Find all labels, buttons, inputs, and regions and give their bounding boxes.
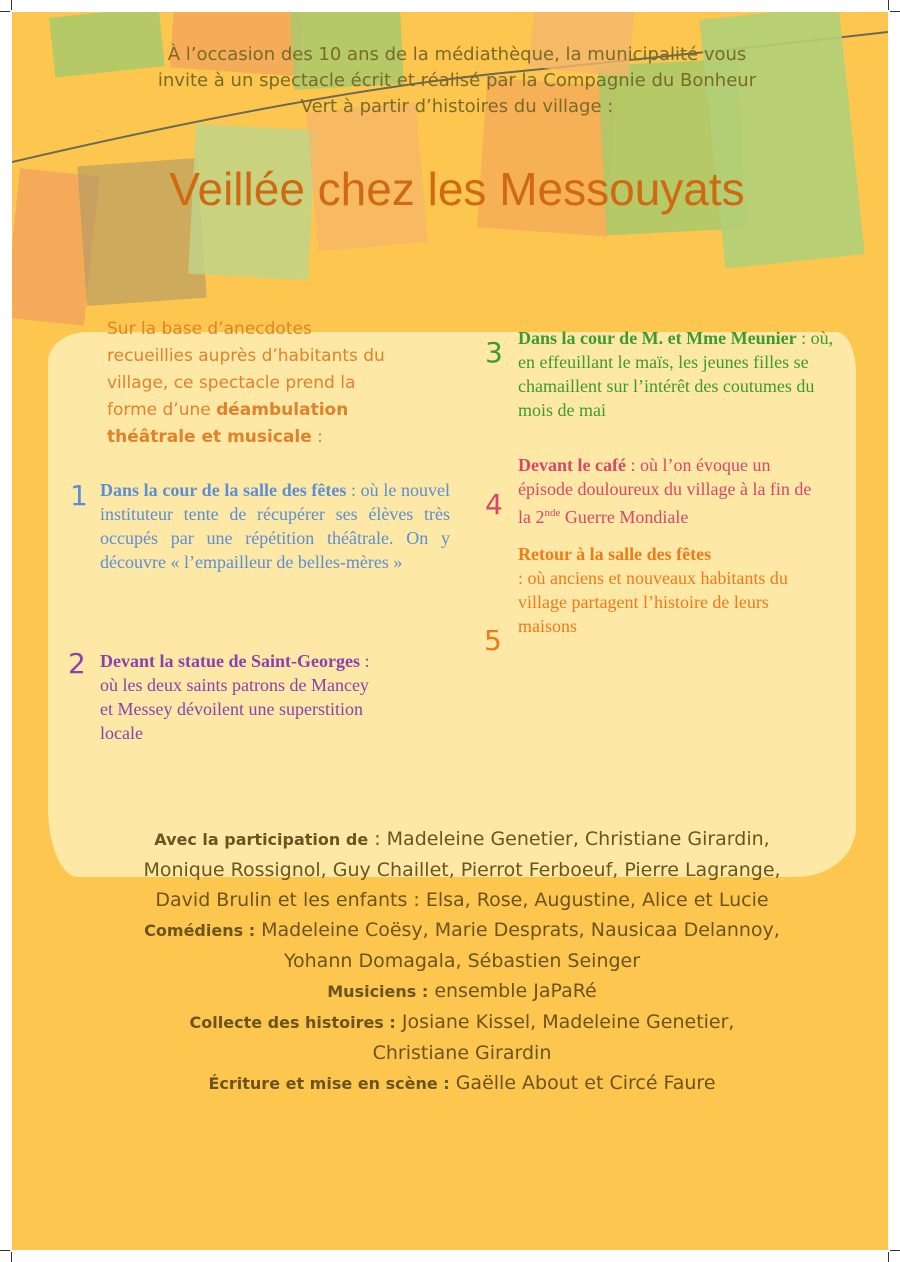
poster [12,12,888,1250]
lead-paragraph [107,316,447,451]
credit-value: Monique Rossignol, Guy Chaillet, Pierrot Ferboeuf, Pierre Lagrange, [143,859,781,881]
stop-1 [100,478,450,574]
intro-line: invite à un spectacle écrit et réalisé par la Compagnie du Bonheur [157,70,757,91]
credit-value: Christiane Girardin [372,1042,552,1064]
intro-text [72,42,842,120]
credits [72,824,852,1099]
credit-label: Comédiens : [144,921,256,940]
crop-mark [11,0,12,10]
stop-3 [518,326,838,422]
poster-title: Veillée chez les Messouyats [169,163,745,215]
stop-text: : où anciens et nouveaux habitants du village partagent l’histoire de leurs maisons [518,568,788,636]
stop-number: 3 [485,336,503,369]
lead-emphasis: théâtrale et musicale [107,427,312,447]
intro-line: À l’occasion des 10 ans de la médiathèque, la municipalité vous [167,44,747,65]
stop-2 [100,649,370,745]
stop-4 [518,453,818,529]
credit-value: ensemble JaPaRé [428,980,597,1002]
stop-text: : où les deux saints patrons de Mancey et Messey dévoilent une superstition locale [100,651,370,743]
crop-mark [0,1250,10,1251]
credit-label: Collecte des histoires : [189,1013,396,1032]
stop-text: : où, en effeuillant le maïs, les jeunes filles se chamaillent sur l’intérêt des coutumes du mois de mai [518,328,834,420]
stop-text: : où l’on évoque un épisode douloureux du village à la fin de la 2 [518,455,812,527]
crop-mark [890,1250,900,1251]
stop-heading: Devant le café [518,455,626,475]
credit-label: Écriture et mise en scène : [208,1074,450,1093]
stop-5 [518,542,828,638]
crop-mark [888,1252,889,1262]
stop-text: : où le nouvel instituteur tente de récupérer ses élèves très occupés par une répétition théâtrale. On y découvre « l’empailleur de belles-mères » [100,480,451,572]
stop-number: 2 [68,647,86,680]
lead-line: Sur la base d’anecdotes [107,319,312,339]
lead-emphasis: déambulation [216,400,349,420]
lead-line: recueillies auprès d’habitants du [107,346,385,366]
credit-value: Gaëlle About et Circé Faure [449,1072,716,1094]
stop-number: 4 [485,488,503,521]
stop-number: 1 [70,479,88,512]
credit-value: Yohann Domagala, Sébastien Seinger [283,950,641,972]
lead-line: : [311,427,323,447]
credit-separator: : [368,828,387,850]
credit-value: Josiane Kissel, Madeleine Genetier, [395,1011,735,1033]
crop-mark [890,11,900,12]
crop-mark [11,1252,12,1262]
credit-value: David Brulin et les enfants : Elsa, Rose, Augustine, Alice et Lucie [155,889,769,911]
stop-superscript: nde [544,507,561,519]
lead-line: village, ce spectacle prend la [107,373,356,393]
credit-value: Madeleine Coësy, Marie Desprats, Nausicaa Delannoy, [255,919,780,941]
crop-mark [0,11,10,12]
credit-value: Madeleine Genetier, Christiane Girardin, [386,828,770,850]
stop-text: Guerre Mondiale [560,507,689,527]
crop-mark [888,0,889,10]
stop-heading: Devant la statue de Saint-Georges [100,651,360,671]
credit-label: Musiciens : [327,982,429,1001]
stop-heading: Dans la cour de M. et Mme Meunier [518,328,797,348]
stop-number: 5 [484,624,502,657]
stop-heading: Retour à la salle des fêtes [518,544,712,564]
intro-line: Vert à partir d’histoires du village : [300,96,614,117]
lead-line: forme d’une [107,400,217,420]
stop-heading: Dans la cour de la salle des fêtes [100,480,347,500]
credit-label: Avec la participation de [154,830,369,849]
